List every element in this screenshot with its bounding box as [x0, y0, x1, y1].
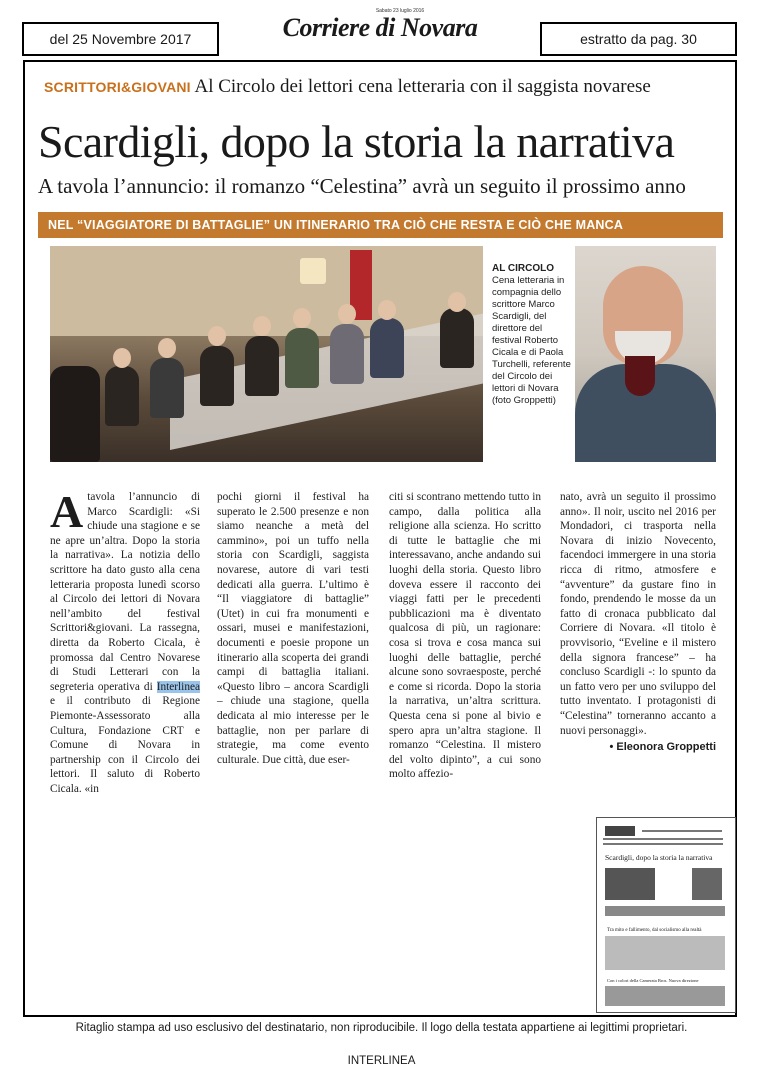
column-1-text-a: tavola l’annuncio di Marco Scardigli: «Si chiude una stagione e se ne apre un’altra. Dopo la storia la narrativa». La notizia dello scrittore ha dato gusto alla cena letteraria proposta lunedì scorso al Circolo dei lettori di Novara nell’ambito del festival Scrittori&giovani. La rassegna, diretta da Roberto Cicala, è promossa dal Centro Novarese di Studi Letterari con la segreteria operativa di: [50, 491, 200, 693]
caption-text: Cena letteraria in compagnia dello scrittore Marco Scardigli, del direttore del festival Roberto Cicala e di Paola Turchelli, referente del Circolo dei lettori di Novara (foto Groppetti): [492, 275, 571, 406]
column-2-text: pochi giorni il festival ha superato le 2.500 presenze e non siamo neanche a metà del cammino», poi un tuffo nella storia con Scardigli, saggista novarese, autore di vari testi dedicati alla guerra. L’ultimo è “Il viaggiatore di battaglie” (Utet) in cui fra monumenti e ossari, musei e manifestazioni, documenti e poesie propone un itinerario alla scoperta dei grandi campi di battaglia italiani. «Questo libro – ancora Scardigli – chiude una stagione, quella dedicata al mio interesse per le battaglie, non per parlare di strategie, ma come evento culturale. Due città, due eser-: [217, 491, 369, 766]
extract-box: [540, 22, 737, 56]
footer-disclaimer: Ritaglio stampa ad uso esclusivo del destinatario, non riproducibile. Il logo della testata appartiene ai legittimi proprietari.: [75, 1022, 688, 1034]
subhead: A tavola l’annuncio: il romanzo “Celestina” avrà un seguito il prossimo anno: [38, 174, 686, 198]
author-byline: • Eleonora Groppetti: [609, 741, 716, 754]
kicker-tag: SCRITTORI&GIOVANI: [44, 79, 191, 95]
highlight-interlinea: Interlinea: [156, 680, 200, 693]
masthead-date: Sabato 23 luglio 2016: [375, 8, 425, 14]
portrait-photo: [575, 246, 716, 462]
dinner-photo: [50, 246, 483, 462]
date-text: del 25 Novembre 2017: [49, 31, 192, 47]
dropcap: A: [50, 486, 84, 537]
headline: Scardigli, dopo la storia la narrativa: [38, 116, 675, 167]
masthead: [270, 8, 490, 54]
caption-title: AL CIRCOLO: [492, 263, 555, 274]
article-column-2: [217, 490, 369, 767]
thumbnail-line-3: Con i colori della Camerata Bros. Nuova direzione: [607, 978, 699, 983]
thumbnail-line-2: Tra mito e fallimento, dal socialismo alla realtà: [607, 928, 702, 933]
masthead-name: Corriere di Novara: [282, 13, 478, 42]
article-column-1: [50, 486, 200, 796]
extract-text: estratto da pag. 30: [580, 31, 697, 47]
article-column-4: [560, 490, 716, 755]
column-1-text-b: e il contributo di Regione Piemonte-Assessorato alla Cultura, Fondazione CRT e Comune di Novara in partnership con il Circolo dei lettori. Il saluto di Roberto Cicala. «in: [50, 695, 200, 795]
kicker: [44, 76, 724, 98]
kicker-text: Al Circolo dei lettori cena letteraria con il saggista novarese: [194, 76, 651, 97]
photo-caption: [492, 263, 572, 407]
page-thumbnail: [596, 817, 736, 1013]
footer-source: INTERLINEA: [347, 1055, 416, 1067]
thumbnail-headline: Scardigli, dopo la storia la narrativa: [605, 853, 713, 862]
section-band: NEL “VIAGGIATORE DI BATTAGLIE” UN ITINERARIO TRA CIÒ CHE RESTA E CIÒ CHE MANCA: [38, 212, 723, 238]
column-4-text: nato, avrà un seguito il prossimo anno». Il noir, uscito nel 2016 per Mondadori, ci trasporta nella Novara di inizio Novecento, facendoci immergere in una storia ricca di ritmo, atmosfere e “avventure” da gustare fino in fondo, prendendo le mosse da un fatto di cronaca pubblicato dal Corriere di Novara. «Il titolo è provvisorio, “Eveline e il mistero della signora francese” – ha concluso Scardigli -: lo spunto da un fatto vero per uno sviluppo del tutto inventato. I protagonisti di “Celestina” torneranno accanto a nuovi personaggi».: [560, 491, 716, 737]
article-column-3: [389, 490, 541, 782]
date-box: [22, 22, 219, 56]
column-3-text: citi si scontrano mettendo tutto in campo, dalla politica alla religione alla scienza. Ho scritto di tutte le battaglie che mi interessavano, anche andando sui luoghi della storia. Questo libro doveva essere il racconto dei viaggi fatti per le precedenti pubblicazioni ma è diventato qualcosa di più, un ragionare: cosa si trova e cosa manca sui luoghi delle battaglie, perché alcune sono sovraesposte, perché e come si ricorda. Dopo la storia la narrativa, un’altra scrittura. Questa cena si pone al bivio e spero apra un’altra stagione. Il romanzo “Celestina. Il mistero del volto dipinto”, a cui sono molto affezio-: [389, 491, 541, 781]
